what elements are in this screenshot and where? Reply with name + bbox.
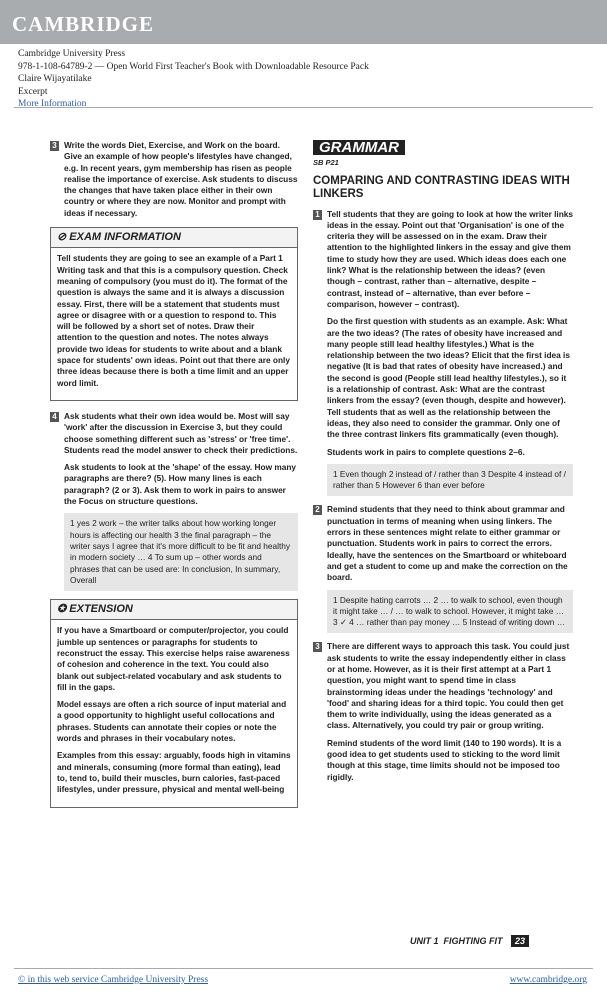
- extension-text-1: If you have a Smartboard or computer/projector, you could jumble up sentences or paragraphs for students to reconstruct the essay. This exercise helps raise awareness of cohesion and coherence in the text. You could also blank out subject-related vocabulary and ask students to fill in the gaps.: [57, 625, 290, 692]
- student-book-page: SB P21: [313, 158, 339, 168]
- grammar-exercise-2: [313, 504, 573, 633]
- exam-information-text: Tell students they are going to see an example of a Part 1 Writing task and that this is a compulsory question. Check meaning of compulsory (you must do it). The format of the question is always the same and it is always a discussion essay. First, there will be a statement that students must agree or disagree with or a question to respond to. This will be followed by a short set of notes. Draw their attention to the question and notes. The notes always provide two ideas for students to write about and a blank space for students' own ideas. Point out that there are only three ideas because there is both a time limit and an upper word limit.: [57, 253, 290, 388]
- exercise-4: [50, 411, 298, 591]
- grammar-2-text: Remind students that they need to think about grammar and punctuation in terms of meaning when using linkers. The errors in these sentences might relate to either grammar or punctuation. Students work in pairs to correct the errors. Ideally, have the sentences on the Smartboard or whiteboard and get a student to come up and make the correction on the board.: [327, 504, 568, 583]
- grammar-tag: GRAMMAR: [313, 140, 405, 155]
- page-number: 23: [511, 935, 529, 947]
- exercise-4-text-1: Ask students what their own idea would be. Most will say 'work' after the discussion in Exercise 3, but they could choose something different such as 'stress' or 'free time'. Students read the model answer to check their predictions.: [64, 410, 298, 455]
- website-link[interactable]: www.cambridge.org: [509, 975, 587, 985]
- exercise-4-answers: 1 yes 2 work – the writer talks about how working longer hours is affecting our health 3 the final paragraph – the writer says I agree that it's more difficult to be fit and healthy in modern society … 4 To sum up – other words and phrases that can be used are: In conclusion, In summary, Overall: [64, 513, 298, 591]
- exam-information-heading: ⊘ EXAM INFORMATION: [51, 228, 297, 248]
- unit-title: FIGHTING FIT: [443, 936, 503, 946]
- extension-text-2: Model essays are often a rich source of input material and a good opportunity to highlight useful collocations and phrases. Students can annotate their copies or note the words and phrases in their vocabulary notes.: [57, 699, 287, 744]
- extension-box: [50, 599, 298, 807]
- exercise-4-text-2: Ask students to look at the 'shape' of the essay. How many paragraphs are there? (5). How many lines is each paragraph? (2 or 3). Ask them to work in pairs to answer the Focus on structure questions.: [64, 462, 297, 507]
- isbn-title: 978-1-108-64789-2 — Open World First Teacher's Book with Downloadable Resource Pack: [18, 61, 369, 72]
- grammar-exercise-1: [313, 209, 573, 497]
- unit-label: UNIT 1: [410, 936, 439, 946]
- grammar-2-answers: 1 Despite hating carrots … 2 … to walk to school, even though it might take … / … to walk to school. However, it might take … 3 ✓ 4 … rather than pay money … 5 Instead of writing down …: [327, 590, 573, 634]
- grammar-1-text-1: Tell students that they are going to look at how the writer links ideas in the essay. Point out that 'Organisation' is one of the criteria they will be assessed on in the exam. Draw their attention to the highlighted linkers in the essay and give them time to study how they are used. Which ideas does each one link? What is the relationship between the ideas? (even though – contrast, rather than – alternative, despite – contrast, instead of – alternative, than ever before – comparison, however – contrast).: [327, 208, 574, 309]
- exercise-number: 3: [313, 642, 322, 652]
- book-metadata: [18, 48, 369, 111]
- grammar-3-text-1: There are different ways to approach this task. You could just ask students to write the essay independently either in class or at home. However, as it is their first attempt at a Part 1 question, you might want to spend time in class brainstorming ideas under the headings 'technology' and 'food' and sharing ideas for a third topic. You could then get them to write individually, using the ideas generated as a class. Alternatively, you could try pair or group writing.: [327, 641, 570, 731]
- grammar-1-answers: 1 Even though 2 instead of / rather than 3 Despite 4 instead of / rather than 5 However 6 than ever before: [327, 464, 573, 497]
- book-page: [45, 140, 585, 970]
- extension-heading: ✪ EXTENSION: [51, 600, 297, 620]
- left-column: [50, 140, 298, 808]
- page-footer: [410, 935, 529, 947]
- bottom-divider: [14, 968, 593, 969]
- header-banner: [0, 0, 607, 44]
- publisher: Cambridge University Press: [18, 49, 126, 59]
- exercise-number: 2: [313, 505, 322, 515]
- exam-information-box: [50, 227, 298, 401]
- grammar-title: COMPARING AND CONTRASTING IDEAS WITH LINKERS: [313, 174, 570, 200]
- extension-text-3: Examples from this essay: arguably, foods high in vitamins and minerals, consuming (more formal than eating), lead to, tend to, build their muscles, burn calories, fast-paced lifestyles, under pressure, physical and mental well-being: [57, 750, 291, 795]
- exercise-3: [50, 140, 298, 219]
- author: Claire Wijayatilake: [18, 74, 92, 84]
- more-information-link[interactable]: More Information: [18, 99, 87, 109]
- grammar-1-text-2: Do the first question with students as an example. Ask: What are the two ideas? (The rates of obesity have increased and many people still lead healthy lifestyles.) What is the relationship between the two ideas? Elicit that the first idea is negative (It is bad that rates of obesity have increased.) and the second is good (People still lead healthy lifestyles.), so it is a relationship of contrast. Ask: What are the contrast linkers from the essay? (even though, despite and however). Tell students that as well as the relationship between the ideas, they also need to consider the grammar. Only one of the three contrast linkers fits grammatically (even though).: [327, 316, 570, 440]
- excerpt-label: Excerpt: [18, 86, 48, 97]
- right-column: [313, 140, 573, 791]
- grammar-1-text-3: Students work in pairs to complete questions 2–6.: [327, 446, 525, 457]
- grammar-exercise-3: [313, 641, 573, 783]
- top-divider: [14, 107, 593, 108]
- exercise-number: 3: [50, 141, 59, 151]
- copyright-link[interactable]: © in this web service Cambridge University Press: [18, 975, 209, 985]
- exercise-3-text: Write the words Diet, Exercise, and Work on the board. Give an example of how people's lifestyles have changed, e.g. In recent years, gym membership has risen as people realise the importance of exercise. Ask students to discuss the changes that have taken place either in their own country or where they are now. Monitor and prompt with ideas if necessary.: [64, 140, 298, 218]
- exercise-number: 4: [50, 412, 59, 422]
- grammar-3-text-2: Remind students of the word limit (140 to 190 words). It is a good idea to get students used to sticking to the word limit though at this stage, time limits should not be imposed too rigidly.: [327, 737, 562, 782]
- cambridge-logo: CAMBRIDGE: [12, 12, 155, 36]
- exercise-number: 1: [313, 210, 322, 220]
